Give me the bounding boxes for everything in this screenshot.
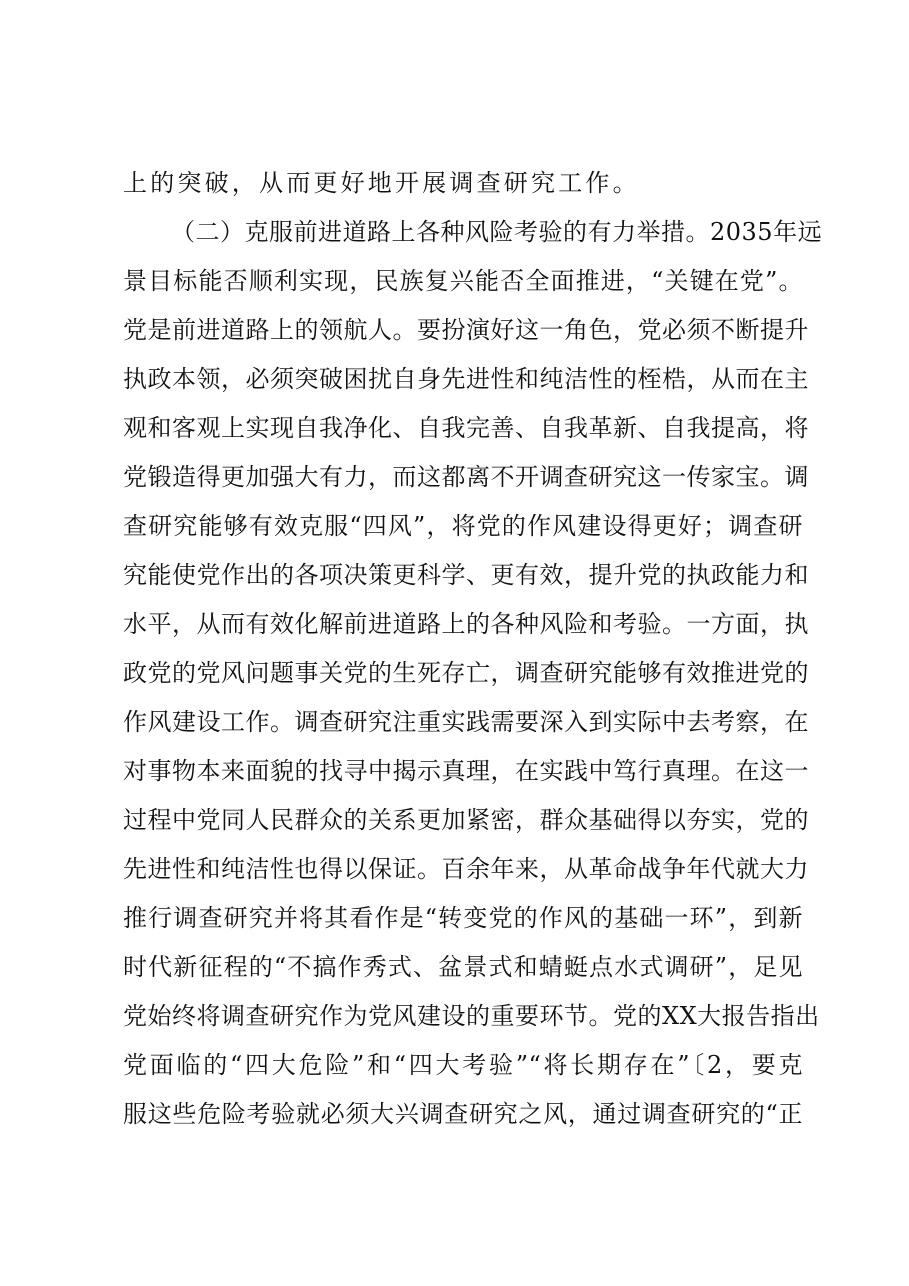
section-heading-line: （二）克服前进道路上各种风险考验的有力举措。2035年远	[171, 218, 823, 246]
paragraph-line: 景目标能否顺利实现，民族复兴能否全面推进，“关键在党”。	[123, 267, 803, 295]
paragraph-line: 对事物本来面貌的找寻中揭示真理，在实践中笃行真理。在这一	[123, 757, 809, 785]
paragraph-line: 党面临的“四大危险”和“四大考验”“将长期存在”〔2，要克	[123, 1051, 803, 1079]
paragraph-line: 政党的党风问题事关党的生死存亡，调查研究能够有效推进党的	[123, 659, 809, 687]
paragraph-line: 作风建设工作。调查研究注重实践需要深入到实际中去考察，在	[123, 708, 809, 736]
paragraph-line: 时代新征程的“不搞作秀式、盆景式和蜻蜓点水式调研”，足见	[123, 953, 803, 981]
paragraph-line: 观和客观上实现自我净化、自我完善、自我革新、自我提高，将	[123, 414, 809, 442]
paragraph-line: 先进性和纯洁性也得以保证。百余年来，从革命战争年代就大力	[123, 855, 809, 883]
paragraph-line: 推行调查研究并将其看作是“转变党的作风的基础一环”，到新	[123, 904, 803, 932]
paragraph-line: 党是前进道路上的领航人。要扮演好这一角色，党必须不断提升	[123, 316, 809, 344]
paragraph-line: 执政本领，必须突破困扰自身先进性和纯洁性的桎梏，从而在主	[123, 365, 809, 393]
paragraph-line: 过程中党同人民群众的关系更加紧密，群众基础得以夯实，党的	[123, 806, 809, 834]
paragraph-line: 党锻造得更加强大有力，而这都离不开调查研究这一传家宝。调	[123, 463, 809, 491]
paragraph-line: 水平，从而有效化解前进道路上的各种风险和考验。一方面，执	[123, 610, 809, 638]
paragraph-line: 服这些危险考验就必须大兴调查研究之风，通过调查研究的“正	[123, 1100, 803, 1128]
paragraph-line: 上的突破，从而更好地开展调查研究工作。	[123, 169, 640, 197]
paragraph-line: 党始终将调查研究作为党风建设的重要环节。党的XX大报告指出	[123, 1002, 820, 1030]
paragraph-line: 查研究能够有效克服“四风”，将党的作风建设得更好；调查研	[123, 512, 803, 540]
paragraph-line: 究能使党作出的各项决策更科学、更有效，提升党的执政能力和	[123, 561, 809, 589]
